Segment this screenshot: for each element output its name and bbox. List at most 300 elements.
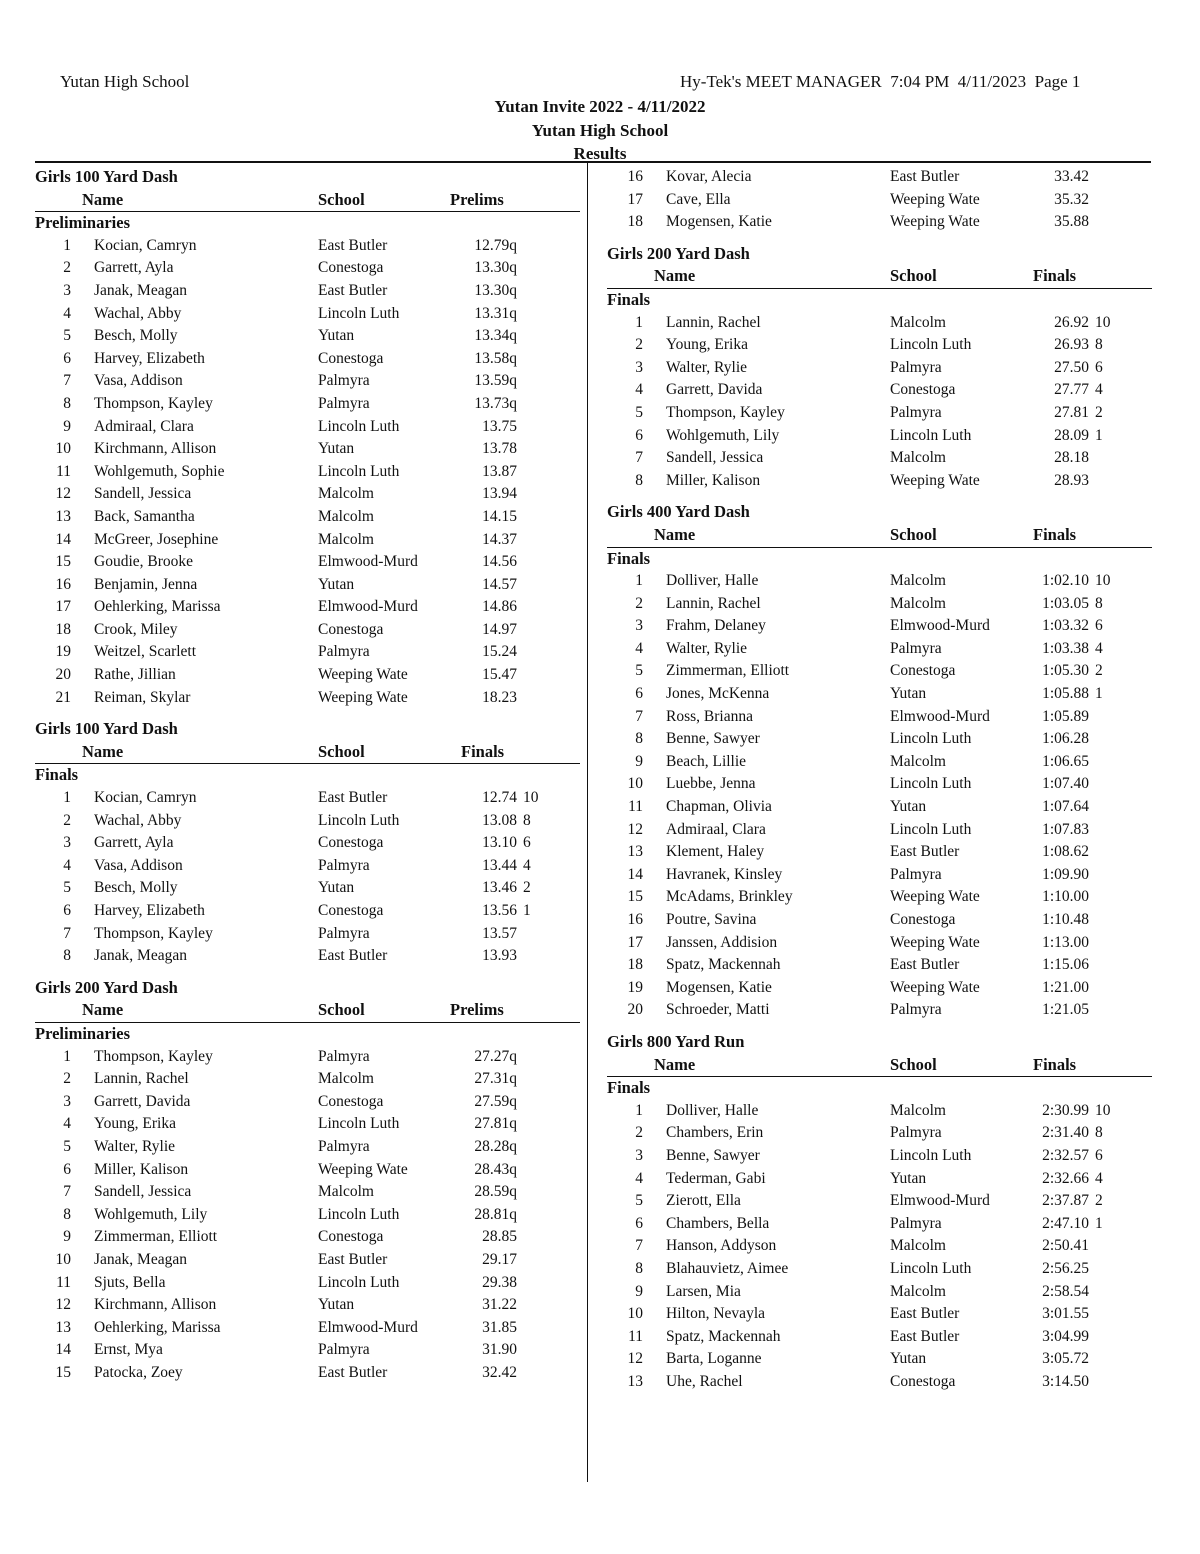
round-label: Finals <box>607 289 651 309</box>
place: 10 <box>55 440 71 458</box>
result-row <box>35 877 580 900</box>
school-name: Conestoga <box>890 1372 956 1390</box>
header-name: Name <box>82 189 124 209</box>
result-mark: 1:07.83 <box>1042 820 1089 838</box>
place: 4 <box>635 1169 643 1187</box>
points: 10 <box>1095 1101 1111 1119</box>
athlete-name: Walter, Rylie <box>666 639 748 657</box>
report-software-stamp: Hy-Tek's MEET MANAGER 7:04 PM 4/11/2023 Page 1 <box>680 72 1081 91</box>
athlete-name: Lannin, Rachel <box>94 1070 189 1088</box>
result-row <box>35 619 580 642</box>
result-mark: 3:05.72 <box>1042 1350 1089 1368</box>
place: 5 <box>635 1192 643 1210</box>
athlete-name: Garrett, Ayla <box>94 259 174 277</box>
result-row <box>35 438 580 461</box>
result-row <box>607 773 1152 796</box>
athlete-name: Zierott, Ella <box>666 1192 741 1210</box>
athlete-name: Oehlerking, Marissa <box>94 598 221 616</box>
school-name: Yutan <box>890 1350 927 1368</box>
result-mark: 1:05.30 <box>1042 662 1089 680</box>
school-name: Weeping Wate <box>890 978 980 996</box>
result-mark: 31.85 <box>482 1318 517 1336</box>
athlete-name: Zimmerman, Elliott <box>666 662 790 680</box>
result-mark: 2:47.10 <box>1042 1214 1089 1232</box>
athlete-name: Walter, Rylie <box>94 1137 176 1155</box>
place: 11 <box>56 1273 71 1291</box>
points: 1 <box>523 902 531 919</box>
points: 8 <box>1095 336 1103 354</box>
school-name: Lincoln Luth <box>318 1205 400 1223</box>
points: 6 <box>1095 1146 1103 1164</box>
points: 4 <box>1095 639 1103 657</box>
athlete-name: Besch, Molly <box>94 879 178 897</box>
header-school: School <box>318 741 365 761</box>
result-row <box>35 664 580 687</box>
result-mark: 3:14.50 <box>1042 1372 1089 1390</box>
school-name: Lincoln Luth <box>890 775 972 793</box>
result-row <box>35 1136 580 1159</box>
result-row <box>35 1046 580 1069</box>
athlete-name: Uhe, Rachel <box>666 1372 743 1390</box>
event-g100-finals <box>35 718 580 968</box>
place: 8 <box>635 471 643 489</box>
school-name: Malcolm <box>890 313 946 331</box>
athlete-name: Blahauvietz, Aimee <box>666 1259 789 1277</box>
place: 7 <box>63 924 71 942</box>
round-label: Finals <box>607 1078 651 1098</box>
athlete-name: Dolliver, Halle <box>666 1101 759 1119</box>
place: 5 <box>63 879 71 897</box>
school-name: Yutan <box>318 327 355 345</box>
athlete-name: Thompson, Kayley <box>666 403 785 421</box>
school-name: Yutan <box>890 798 927 816</box>
place: 2 <box>635 336 643 354</box>
result-mark: 35.32 <box>1054 190 1089 208</box>
place: 13 <box>627 1372 643 1390</box>
header-name: Name <box>654 524 696 544</box>
place: 9 <box>635 752 643 770</box>
athlete-name: Schroeder, Matti <box>666 1001 770 1019</box>
result-row <box>607 660 1152 683</box>
school-name: Palmyra <box>318 1137 370 1155</box>
result-mark: 13.56 <box>482 902 517 919</box>
points: 8 <box>1095 594 1103 612</box>
result-mark: 35.88 <box>1054 213 1089 231</box>
event-g800-finals <box>607 1031 1152 1394</box>
points: 6 <box>1095 358 1103 376</box>
points: 4 <box>1095 1169 1103 1187</box>
result-row <box>607 638 1152 661</box>
points: 4 <box>1095 381 1103 399</box>
school-name: Palmyra <box>318 856 370 874</box>
school-name: Lincoln Luth <box>890 730 972 748</box>
place: 17 <box>627 190 643 208</box>
athlete-name: Kocian, Camryn <box>94 236 197 254</box>
school-name: Palmyra <box>890 865 942 883</box>
athlete-name: Janak, Meagan <box>94 947 187 965</box>
header-name: Name <box>82 741 124 761</box>
event-title: Girls 100 Yard Dash <box>35 167 178 186</box>
result-mark: 28.18 <box>1054 449 1089 467</box>
points: 10 <box>1095 572 1111 590</box>
result-row <box>35 1113 580 1136</box>
place: 7 <box>63 372 71 390</box>
left-column <box>35 166 580 1384</box>
result-mark: 1:03.38 <box>1042 639 1089 657</box>
school-name: Lincoln Luth <box>318 462 400 480</box>
school-name: Palmyra <box>318 643 370 661</box>
athlete-name: Crook, Miley <box>94 620 178 638</box>
athlete-name: Tederman, Gabi <box>666 1169 766 1187</box>
result-row <box>607 1281 1152 1304</box>
result-mark: 26.93 <box>1054 336 1089 354</box>
school-name: East Butler <box>318 789 388 807</box>
school-name: Yutan <box>318 575 355 593</box>
result-row <box>607 999 1152 1022</box>
school-name: Lincoln Luth <box>318 417 400 435</box>
place: 9 <box>635 1282 643 1300</box>
school-name: Yutan <box>318 440 355 458</box>
school-name: East Butler <box>318 947 388 965</box>
points: 8 <box>523 811 531 829</box>
athlete-name: Reiman, Skylar <box>94 688 191 706</box>
result-row <box>35 596 580 619</box>
school-name: Yutan <box>318 1296 355 1314</box>
result-mark: 13.46 <box>482 879 517 897</box>
place: 8 <box>63 394 71 412</box>
place: 4 <box>635 381 643 399</box>
place: 18 <box>55 620 71 638</box>
event-g200-prelims <box>35 977 580 1385</box>
athlete-name: Janak, Meagan <box>94 1250 187 1268</box>
result-row <box>35 483 580 506</box>
athlete-name: Jones, McKenna <box>666 685 770 703</box>
athlete-name: Walter, Rylie <box>666 358 748 376</box>
result-row <box>35 461 580 484</box>
event-title: Girls 100 Yard Dash <box>35 719 178 739</box>
athlete-name: Harvey, Elizabeth <box>94 349 205 367</box>
place: 8 <box>635 730 643 748</box>
place: 3 <box>635 617 643 635</box>
result-row <box>35 1204 580 1227</box>
place: 8 <box>635 1259 643 1277</box>
school-name: Elmwood-Murd <box>318 553 418 571</box>
athlete-name: Thompson, Kayley <box>94 924 213 942</box>
athlete-name: Kirchmann, Allison <box>94 1296 217 1314</box>
place: 3 <box>63 1092 71 1110</box>
school-name: Conestoga <box>318 834 384 852</box>
place: 10 <box>627 775 643 793</box>
result-mark: 27.59q <box>474 1092 517 1110</box>
place: 15 <box>55 1363 71 1381</box>
points: 1 <box>1095 1214 1103 1232</box>
place: 12 <box>55 485 71 503</box>
athlete-name: Sjuts, Bella <box>94 1273 166 1291</box>
result-mark: 1:02.10 <box>1042 572 1089 590</box>
athlete-name: Miller, Kalison <box>666 471 761 489</box>
school-name: East Butler <box>318 281 388 299</box>
result-mark: 2:32.66 <box>1042 1169 1089 1187</box>
place: 4 <box>63 856 71 874</box>
athlete-name: Sandell, Jessica <box>94 485 192 503</box>
result-mark: 1:07.40 <box>1042 775 1089 793</box>
place: 15 <box>627 888 643 906</box>
event-g100-prelims <box>35 166 580 709</box>
result-mark: 28.59q <box>474 1183 517 1201</box>
athlete-name: Ernst, Mya <box>94 1341 163 1359</box>
result-row <box>35 1226 580 1249</box>
school-name: Elmwood-Murd <box>318 1318 418 1336</box>
result-mark: 18.23 <box>482 688 517 706</box>
place: 14 <box>627 865 643 883</box>
school-name: Yutan <box>890 685 927 703</box>
result-mark: 2:56.25 <box>1042 1259 1089 1277</box>
result-row <box>607 402 1152 425</box>
result-row <box>35 1272 580 1295</box>
place: 7 <box>635 707 643 725</box>
place: 1 <box>635 572 643 590</box>
result-mark: 3:04.99 <box>1042 1327 1089 1345</box>
result-mark: 2:58.54 <box>1042 1282 1089 1300</box>
school-name: Conestoga <box>318 620 384 638</box>
athlete-name: McGreer, Josephine <box>94 530 219 548</box>
result-row <box>35 416 580 439</box>
athlete-name: Back, Samantha <box>94 507 195 525</box>
result-mark: 1:13.00 <box>1042 933 1089 951</box>
place: 3 <box>635 358 643 376</box>
athlete-name: Zimmerman, Elliott <box>94 1228 218 1246</box>
school-name: Palmyra <box>318 372 370 390</box>
header-mark: Finals <box>1033 524 1077 544</box>
event-g200-finals <box>607 243 1152 493</box>
school-name: East Butler <box>318 236 388 254</box>
school-name: Malcolm <box>890 1282 946 1300</box>
result-row <box>35 1181 580 1204</box>
place: 1 <box>635 1101 643 1119</box>
result-row <box>607 728 1152 751</box>
result-mark: 27.27q <box>474 1047 517 1065</box>
athlete-name: Benne, Sawyer <box>666 730 760 748</box>
result-mark: 29.17 <box>482 1250 517 1268</box>
result-mark: 28.09 <box>1054 426 1089 444</box>
points: 8 <box>1095 1124 1103 1142</box>
school-name: Weeping Wate <box>890 888 980 906</box>
result-mark: 1:09.90 <box>1042 865 1089 883</box>
result-row <box>607 954 1152 977</box>
result-mark: 27.50 <box>1054 358 1089 376</box>
points: 2 <box>1095 662 1103 680</box>
result-mark: 31.22 <box>482 1296 517 1314</box>
points: 2 <box>523 879 531 897</box>
athlete-name: Luebbe, Jenna <box>666 775 756 793</box>
athlete-name: Wohlgemuth, Sophie <box>94 462 225 480</box>
school-name: Lincoln Luth <box>890 426 972 444</box>
result-row <box>607 864 1152 887</box>
athlete-name: Kirchmann, Allison <box>94 440 217 458</box>
result-row <box>607 819 1152 842</box>
result-row <box>35 303 580 326</box>
school-name: Malcolm <box>890 752 946 770</box>
school-name: Lincoln Luth <box>890 1259 972 1277</box>
school-name: Conestoga <box>318 1092 384 1110</box>
result-row <box>607 189 1152 212</box>
place: 13 <box>627 843 643 861</box>
place: 12 <box>627 820 643 838</box>
place: 7 <box>635 1237 643 1255</box>
results-heading: Results <box>573 144 627 163</box>
school-name: Palmyra <box>318 394 370 412</box>
round-label: Finals <box>607 548 651 568</box>
result-row <box>607 841 1152 864</box>
round-label: Preliminaries <box>35 213 131 233</box>
result-mark: 27.81q <box>474 1115 517 1133</box>
athlete-name: Frahm, Delaney <box>666 617 766 635</box>
result-row <box>35 1339 580 1362</box>
result-mark: 14.15 <box>482 507 517 525</box>
result-mark: 28.81q <box>474 1205 517 1223</box>
result-mark: 1:06.28 <box>1042 730 1089 748</box>
athlete-name: Harvey, Elizabeth <box>94 902 205 919</box>
result-row <box>607 334 1152 357</box>
athlete-name: Wohlgemuth, Lily <box>666 426 780 444</box>
school-name: East Butler <box>318 1250 388 1268</box>
result-row <box>35 574 580 597</box>
school-name: Malcolm <box>890 1237 946 1255</box>
athlete-name: Thompson, Kayley <box>94 394 213 412</box>
school-name: Palmyra <box>890 358 942 376</box>
athlete-name: Lannin, Rachel <box>666 313 761 331</box>
school-name: Conestoga <box>890 911 956 928</box>
athlete-name: Ross, Brianna <box>666 707 753 725</box>
result-row <box>607 312 1152 335</box>
result-row <box>607 1258 1152 1281</box>
place: 5 <box>63 327 71 345</box>
event-title: Girls 200 Yard Dash <box>607 243 750 263</box>
result-row <box>607 683 1152 706</box>
place: 16 <box>55 575 71 593</box>
athlete-name: Barta, Loganne <box>666 1350 762 1368</box>
place: 18 <box>627 956 643 974</box>
result-row <box>35 393 580 416</box>
result-mark: 28.43q <box>474 1160 517 1178</box>
column-header <box>607 1054 1152 1078</box>
athlete-name: Cave, Ella <box>666 190 731 208</box>
result-row <box>35 235 580 258</box>
place: 16 <box>627 168 643 185</box>
result-mark: 1:10.00 <box>1042 888 1089 906</box>
athlete-name: Hanson, Addyson <box>666 1237 777 1255</box>
athlete-name: Sandell, Jessica <box>666 449 764 467</box>
result-row <box>607 470 1152 493</box>
result-mark: 2:30.99 <box>1042 1101 1089 1119</box>
school-name: Palmyra <box>890 639 942 657</box>
result-mark: 13.57 <box>482 924 517 942</box>
points: 4 <box>523 856 531 874</box>
result-mark: 12.79q <box>474 236 517 254</box>
result-row <box>35 923 580 946</box>
result-row <box>35 945 580 968</box>
right-column <box>607 166 1152 1393</box>
place: 5 <box>635 403 643 421</box>
result-mark: 13.78 <box>482 440 517 458</box>
result-row <box>607 977 1152 1000</box>
school-name: Malcolm <box>318 1070 374 1088</box>
athlete-name: Janssen, Addision <box>666 933 778 951</box>
result-row <box>607 1371 1152 1394</box>
athlete-name: Garrett, Davida <box>94 1092 191 1110</box>
place: 16 <box>627 911 643 928</box>
place: 17 <box>55 598 71 616</box>
athlete-name: Besch, Molly <box>94 327 178 345</box>
place: 7 <box>63 1183 71 1201</box>
school-name: Weeping Wate <box>890 190 980 208</box>
result-row <box>607 886 1152 909</box>
column-divider <box>587 162 588 1482</box>
result-mark: 14.86 <box>482 598 517 616</box>
athlete-name: Havranek, Kinsley <box>666 865 783 883</box>
result-mark: 1:03.32 <box>1042 617 1089 635</box>
result-row <box>35 325 580 348</box>
place: 2 <box>635 1124 643 1142</box>
school-name: Lincoln Luth <box>890 1146 972 1164</box>
place: 4 <box>63 1115 71 1133</box>
points: 6 <box>1095 617 1103 635</box>
report-host-school: Yutan High School <box>60 72 190 91</box>
school-name: East Butler <box>890 168 960 185</box>
result-row <box>607 211 1152 234</box>
place: 6 <box>63 349 71 367</box>
result-mark: 1:08.62 <box>1042 843 1089 861</box>
athlete-name: Sandell, Jessica <box>94 1183 192 1201</box>
athlete-name: Vasa, Addison <box>94 856 183 874</box>
athlete-name: Benjamin, Jenna <box>94 575 198 593</box>
result-row <box>607 1145 1152 1168</box>
place: 1 <box>63 789 71 807</box>
school-name: Lincoln Luth <box>890 820 972 838</box>
result-row <box>607 932 1152 955</box>
place: 2 <box>635 594 643 612</box>
place: 14 <box>55 530 71 548</box>
header-name: Name <box>654 1054 696 1074</box>
column-header <box>35 189 580 213</box>
place: 6 <box>635 685 643 703</box>
event-g200-prelims-continued <box>607 166 1152 234</box>
result-mark: 27.77 <box>1054 381 1089 399</box>
school-name: Conestoga <box>318 1228 384 1246</box>
place: 13 <box>55 507 71 525</box>
school-name: Palmyra <box>318 924 370 942</box>
athlete-name: Weitzel, Scarlett <box>94 643 197 661</box>
event-g400-finals <box>607 501 1152 1022</box>
result-mark: 1:07.64 <box>1042 798 1089 816</box>
result-mark: 14.56 <box>482 553 517 571</box>
result-mark: 15.24 <box>482 643 517 661</box>
school-name: Palmyra <box>890 1214 942 1232</box>
result-mark: 32.42 <box>482 1363 517 1381</box>
place: 12 <box>627 1350 643 1368</box>
place: 6 <box>63 902 71 919</box>
place: 3 <box>63 834 71 852</box>
result-row <box>607 615 1152 638</box>
header-name: Name <box>82 1000 124 1020</box>
athlete-name: Patocka, Zoey <box>94 1363 183 1381</box>
result-row <box>607 447 1152 470</box>
place: 4 <box>63 304 71 322</box>
result-mark: 13.58q <box>474 349 517 367</box>
school-name: Lincoln Luth <box>318 304 400 322</box>
place: 5 <box>63 1137 71 1155</box>
meet-host: Yutan High School <box>531 121 669 140</box>
